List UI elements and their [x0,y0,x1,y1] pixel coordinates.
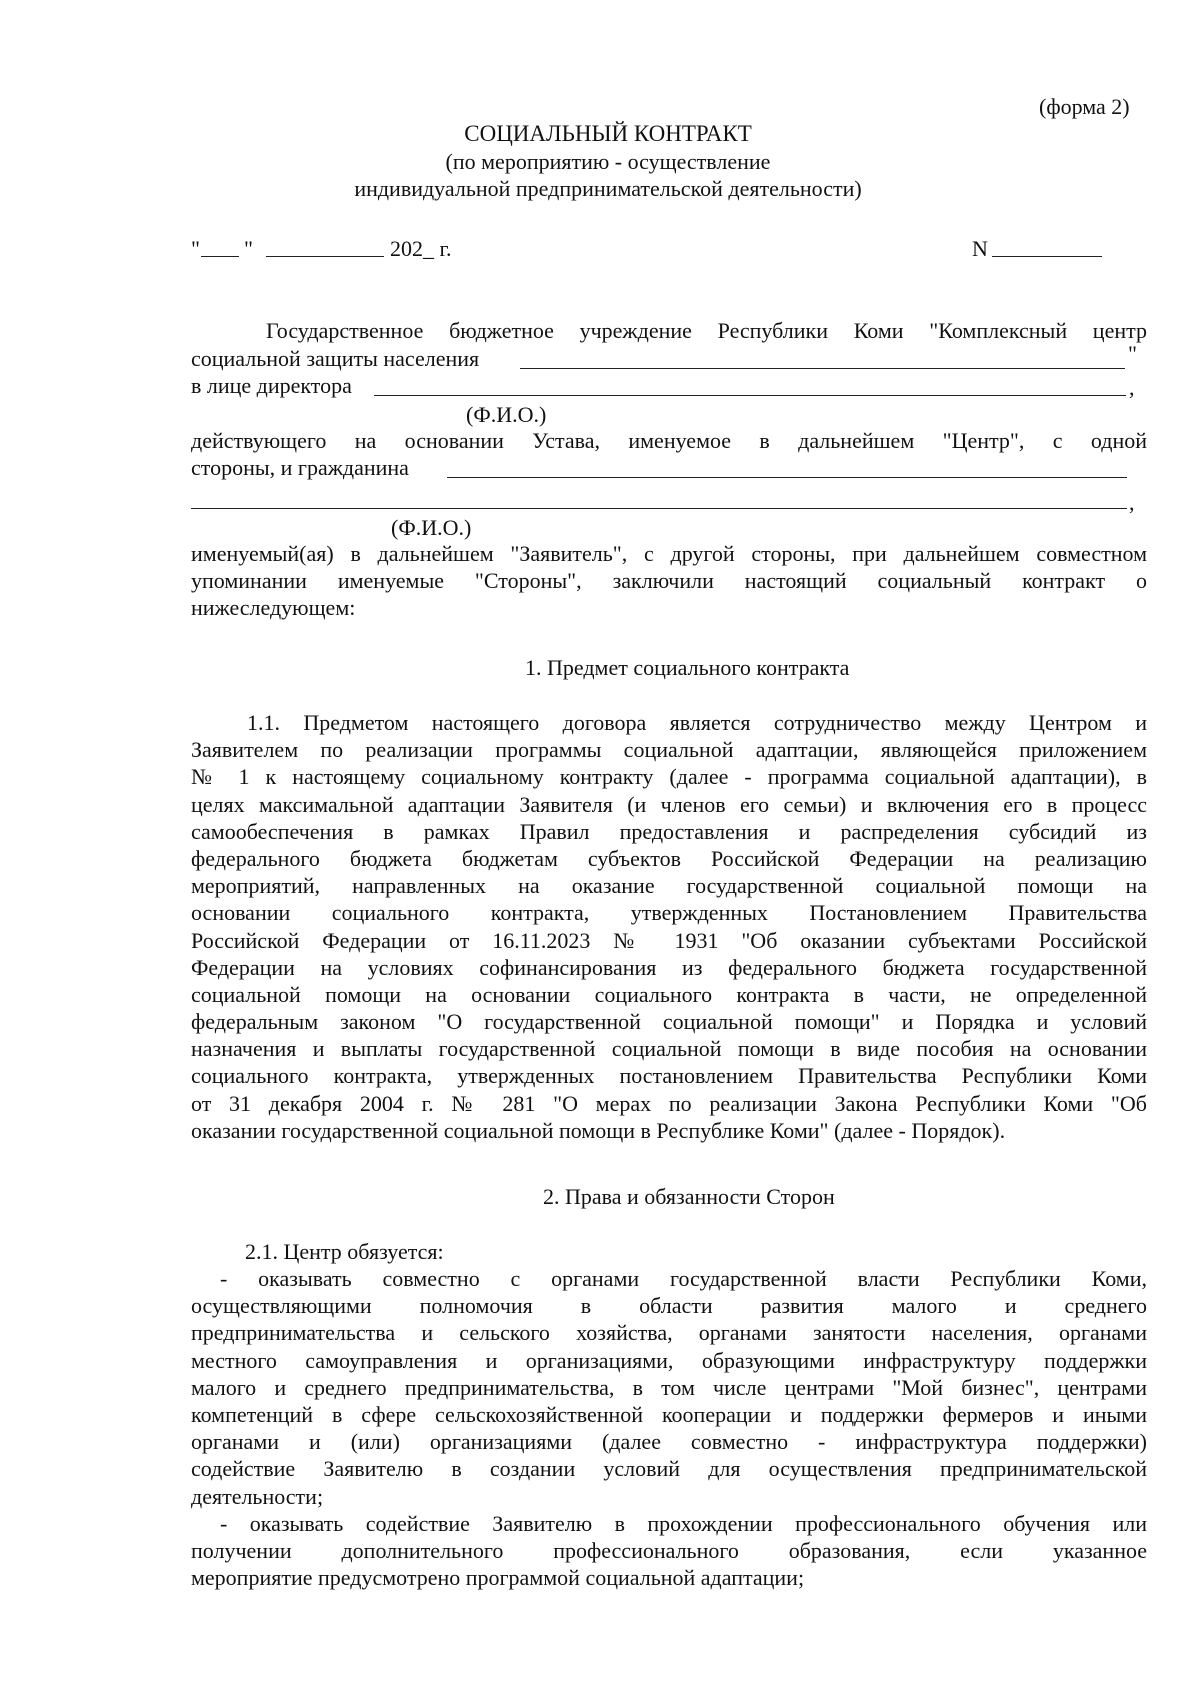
parties-closing-block [191,540,1147,622]
section1-line: Российской Федерации от 16.11.2023 № 1931 "Об оказании субъектами Российской [191,927,1147,953]
parties-line2-end: " [1128,341,1137,366]
section1-line: федеральным законом "О государственной социальной помощи" и Порядка и условий [191,1009,1147,1035]
fio-caption-citizen: (Ф.И.О.) [391,515,472,540]
contract-number-blank [992,256,1102,257]
section1-line: Федерации на условиях софинансирования из федерального бюджета государственной [191,954,1147,980]
section1-body [191,709,1147,1144]
section1-line: Заявителем по реализации программы социальной адаптации, являющейся приложением [191,737,1147,763]
parties-line5-label: стороны, и гражданина [191,455,409,480]
section2-item1-line: - оказывать совместно с органами государственной власти Республики Коми, [220,1266,1147,1291]
parties-line2-label: социальной защиты населения [191,346,480,371]
section2-item1-line: органами и (или) организациями (далее совместно - инфраструктура поддержки) [191,1429,1147,1455]
section2-item2-line: мероприятие предусмотрено программой социальной адаптации; [191,1565,805,1591]
document-subtitle-line1: (по мероприятию - осуществление [445,149,771,174]
section2-item1-line: местного самоуправления и организациями, образующими инфраструктуру поддержки [191,1347,1147,1373]
form-label: (форма 2) [1039,94,1130,119]
section2-item1-line: малого и среднего предпринимательства, в том числе центрами "Мой бизнес", центрами [191,1374,1147,1400]
parties-line1: Государственное бюджетное учреждение Республики Коми "Комплексный центр [266,318,1147,343]
date-close-quote: " [244,236,253,261]
section1-line: № 1 к настоящему социальному контракту (далее - программа социальной адаптации), в [191,764,1147,790]
section2-item1-line: осуществляющими полномочия в области развития малого и среднего [191,1293,1147,1319]
fio-caption-director: (Ф.И.О.) [466,402,547,427]
parties-line6-end: , [1129,490,1135,515]
section1-line: оказании государственной социальной помощи в Республике Коми" (далее - Порядок). [191,1117,1006,1143]
date-month-blank [266,256,384,257]
citizen-name-blank-2 [191,508,1127,509]
parties-line9: нижеследующем: [191,595,356,621]
section2-item1-line: предпринимательства и сельского хозяйства, органами занятости населения, органами [191,1320,1147,1346]
parties-line3-end: , [1129,375,1135,400]
parties-line1-block [191,317,1147,344]
parties-line4-block [191,427,1147,454]
document-title: СОЦИАЛЬНЫЙ КОНТРАКТ [464,121,752,146]
section1-line: социального контракта, утвержденных постановлением Правительства Республики Коми [191,1063,1147,1089]
document-subtitle-line2: индивидуальной предпринимательской деятельности) [354,176,862,201]
date-day-blank [201,256,239,257]
section1-line: основании социального контракта, утвержденных Постановлением Правительства [191,900,1147,926]
section1-line: от 31 декабря 2004 г. № 281 "О мерах по реализации Закона Республики Коми "Об [191,1090,1147,1116]
director-name-blank [374,395,1126,396]
section2-item1-line: содействие Заявителю в создании условий для осуществления предпринимательской [191,1456,1147,1482]
section1-heading: 1. Предмет социального контракта [525,655,850,680]
section2-item2-line: получении дополнительного профессионального образования, если указанное [191,1538,1147,1564]
section1-line: 1.1. Предметом настоящего договора является сотрудничество между Центром и [247,710,1147,735]
section1-line: самообеспечения в рамках Правил предоставления и распределения субсидий из [191,818,1147,844]
citizen-name-blank [447,477,1127,478]
section2-item1-line: деятельности; [191,1483,324,1509]
date-open-quote: " [191,236,200,261]
parties-line7: именуемый(ая) в дальнейшем "Заявитель", с другой стороны, при дальнейшем совместном [191,541,1147,566]
section1-line: социальной помощи на основании социального контракта в части, не определенной [191,981,1147,1007]
section1-line: назначения и выплаты государственной социальной помощи в виде пособия на основании [191,1036,1147,1062]
center-name-blank [520,368,1125,369]
contract-number-label: N [972,236,988,261]
section2-item1 [191,1265,1147,1510]
section1-line: федерального бюджета бюджетам субъектов Российской Федерации на реализацию [191,845,1147,871]
section1-line: мероприятий, направленных на оказание государственной социальной помощи на [191,873,1147,899]
date-year: 202_ г. [390,236,452,261]
parties-line8: упоминании именуемые "Стороны", заключили настоящий социальный контракт о [191,568,1147,594]
parties-line4: действующего на основании Устава, именуемое в дальнейшем "Центр", с одной [191,428,1147,453]
section2-item1-line: компетенций в сфере сельскохозяйственной кооперации и поддержки фермеров и иными [191,1401,1147,1427]
section2-subheading: 2.1. Центр обязуется: [245,1239,444,1264]
section1-line: целях максимальной адаптации Заявителя (и членов его семьи) и включения его в процесс [191,791,1147,817]
section2-item2-line: - оказывать содействие Заявителю в прохождении профессионального обучения или [220,1511,1147,1536]
section2-item2 [191,1510,1147,1592]
parties-line3-label: в лице директора [191,373,352,398]
section2-heading: 2. Права и обязанности Сторон [543,1184,835,1209]
